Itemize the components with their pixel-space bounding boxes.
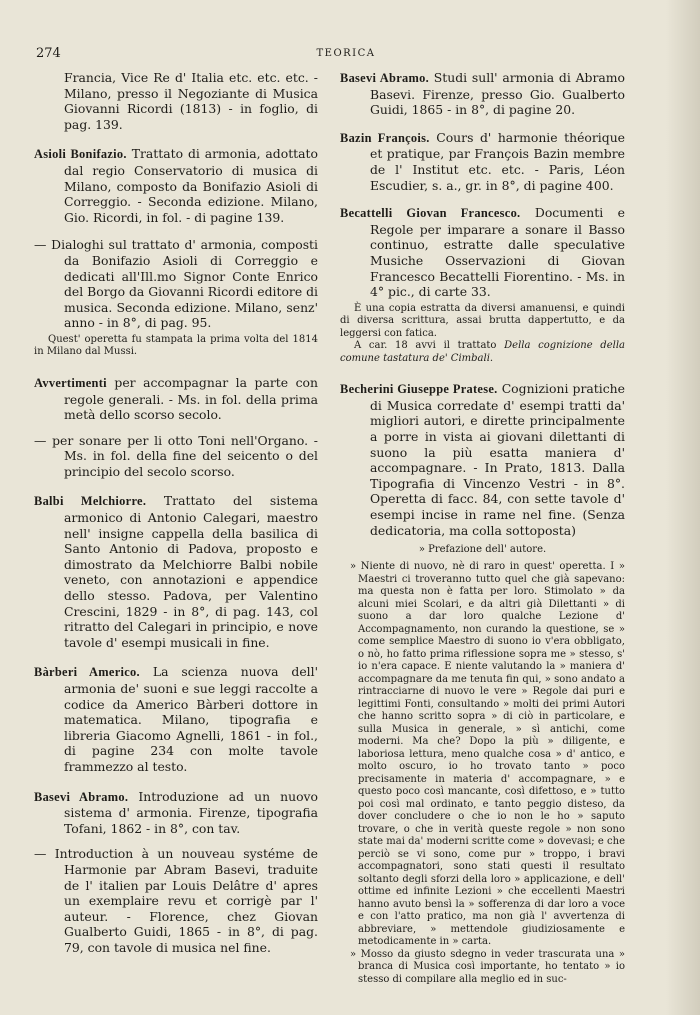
entry-text: Documenti e Regole per imparare a sonare il Basso continuo, estratte dalle speculative Musiche Osservazioni di Giovan Francesco Becattelli Fiorentino. - Ms. in 4° pic., di carte 33. [370,205,625,300]
entry-text: per accompagnar la parte con regole generali. - Ms. in fol. della prima metà dello scorso secolo. [64,374,318,423]
entry-text: Trattato di armonia, adottato dal regio Conservatorio di musica di Milano, composto da Bonifazio Asioli di Correggio. - Seconda edizione. Milano, Gio. Ricordi, in fol. - di pagine 139. [64,146,318,225]
entry-basevi-introduction: — Introduction à un nouveau systéme de Harmonie par Abram Basevi, traduite de l' italien par Louis Delâtre d' apres un exemplaire revu et corrigè par l' auteur. - Florence, chez Giovan Gualberto Guidi, 1865 - in 8°, di pag. 79, con tavole di musica nel fine. [34,846,318,955]
entry-text: La scienza nuova dell' armonia de' suoni e sue leggi raccolte a codice da Americo Bàrberi dottore in matematica. Milano, tipografia e libreria Giacomo Agnelli, 1861 - in fol., di pagine 234 con molte tavole frammezzo al testo. [64,664,318,774]
preface-title: » Prefazione dell' autore. [418,544,547,556]
author-name: Bàrberi Americo. [34,665,140,680]
entry-balbi [34,493,318,650]
entry-text: Introduzione ad un nuovo sistema d' armonia. Firenze, tipografia Tofani, 1862 - in 8°, con tav. [64,788,318,836]
entry-asioli [34,146,318,225]
entry-text: Cours d' harmonie théorique et pratique, par François Bazin membre de l' Institut etc. etc. - Paris, Léon Escudier, s. a., gr. in 8°, di pagine 400. [370,129,626,193]
author-name: Balbi Melchiorre. [34,494,147,509]
author-name: Avvertimenti [34,375,107,390]
entry-avvertimenti [34,375,318,423]
preface-paragraph-1: » Niente di nuovo, nè di raro in quest' operetta. I » Maestri ci troveranno tutto quel che già sapevano: ma questa non è fatta per loro. Stimolato » da alcuni miei Scolari, e da altri già Dilettanti » di suono a dar loro qualche Lezione d' Accompagnamento, non curando la questione, se » come semplice Maestro di suono io v'era obbligato, o nò, ho fatto prima riflessione sopra me » stesso, s' io n'era capace. E niente valutando la » maniera d' accompagnare da me tenuta fin qui, » sono andato a rintracciarne di nuovo le vere » Regole dai puri e legittimi Fonti, consultando » molti dei primi Autori che hanno scritto sopra » di ciò in particolare, e sulla Musica in generale, » sì antichi, come moderni. Ma che? Dopo la più » diligente, e laboriosa lettura, meno qualche cosa » d' antico, e molto oscuro, io ho trovato tanto » poco precisamente in materia d' accompagnare, » e questo poco così mancante, così difettoso, e » tutto poi così mal ordinato, e tanto peggio disteso, da dover concludere o che io non le ho » saputo trovare, o che in verità queste regole » non sono state mai da' moderni scritte come » dovevasi; e che perciò se vi sono, come pur » troppo, i bravi accompagnatori, sono stati questi il resultato soltanto degli sforzi della loro » applicazione, e dell' ottime ed infinite Lezioni » che eccellenti Maestri hanno avuto bensì la » sofferenza di dar loro a voce e con l'atto pratico, ma non già l' avvertenza di abbreviare, » mettendole giudiziosamente e metodicamente in » carta. [350,561,625,948]
entry-text: Studi sull' armonia di Abramo Basevi. Firenze, presso Gio. Gualberto Guidi, 1865 - in 8°, di pagine 20. [370,70,625,118]
author-name: Becherini Giuseppe Pratese. [340,382,498,397]
entry-bazin [340,130,625,193]
entry-avvertimenti-toni: — per sonare per li otto Toni nell'Organo. - Ms. in fol. della fine del seicento o del principio del secolo scorso. [34,432,318,479]
author-name: Bazin François. [340,130,430,145]
note-text: A car. 18 avvi il trattato [354,340,505,352]
running-title: TEORICA [316,48,376,59]
page-gutter-shadow [666,0,700,1015]
note-becattelli-treatise [340,340,625,365]
author-name: Asioli Bonifazio. [34,147,127,162]
page-number: 274 [36,46,61,61]
entry-basevi-studi [340,70,625,118]
page-header [36,46,656,64]
note-asioli: Quest' operetta fu stampata la prima volta del 1814 in Milano dal Mussi. [34,333,318,358]
note-title-italic: Della cognizione della comune tastatura de' Cimbali. [340,340,625,364]
entry-text: Cognizioni pratiche di Musica corredate d' esempi tratti da' migliori autori, e dirette principalmente a porre in vista ai giovani dilettanti di suono la più esatta maniera d' accompagnare. - In Prato, 1813. Dalla Tipografia di Vincenzo Vestri - in 8°. Operetta di facc. 84, con sette tavole d' esempi incise in rame nel fine. (Senza dedicatoria, ma colla sottoposta) [370,381,625,538]
author-name: Basevi Abramo. [340,71,430,85]
left-column [34,70,318,956]
author-name: Becattelli Giovan Francesco. [340,206,521,221]
continued-entry: Francia, Vice Re d' Italia etc. etc. etc. - Milano, presso il Negoziante di Musica Giovanni Ricordi (1813) - in foglio, di pag. 139. [64,70,318,132]
entry-becattelli [340,205,625,300]
entry-text: Trattato del sistema armonico di Antonio Calegari, maestro nell' insigne cappella della basilica di Santo Antonio di Padova, proposto e dimostrato da Melchiorre Balbi nobile veneto, con annotazioni e appendice dello stesso. Padova, per Valentino Crescini, 1829 - in 8°, di pag. 143, col ritratto del Calegari in principio, e nove tavole d' esempi musicali in fine. [64,493,318,650]
entry-asioli-dialoghi: — Dialoghi sul trattato d' armonia, composti da Bonifazio Asioli di Correggio e dedicati all'Ill.mo Signor Conte Enrico del Borgo da Giovanni Ricordi editore di musica. Seconda edizione. Milano, senz' anno - in 8°, di pag. 95. [34,237,319,331]
author-name: Basevi Abramo. [34,789,129,804]
preface-paragraph-2: » Mosso da giusto sdegno in veder trascurata una » branca di Musica così importante, ho tentato » io stesso di compilare alla meglio ed in suc- [350,948,625,985]
note-becattelli-copy: È una copia estratta da diversi amanuensi, e quindi di diversa scrittura, assai brutta dappertutto, e da leggersi con fatica. [340,302,625,339]
right-column [340,70,625,986]
entry-basevi-introduzione [34,789,318,837]
entry-becherini [340,381,625,538]
entry-barberi [34,664,318,774]
